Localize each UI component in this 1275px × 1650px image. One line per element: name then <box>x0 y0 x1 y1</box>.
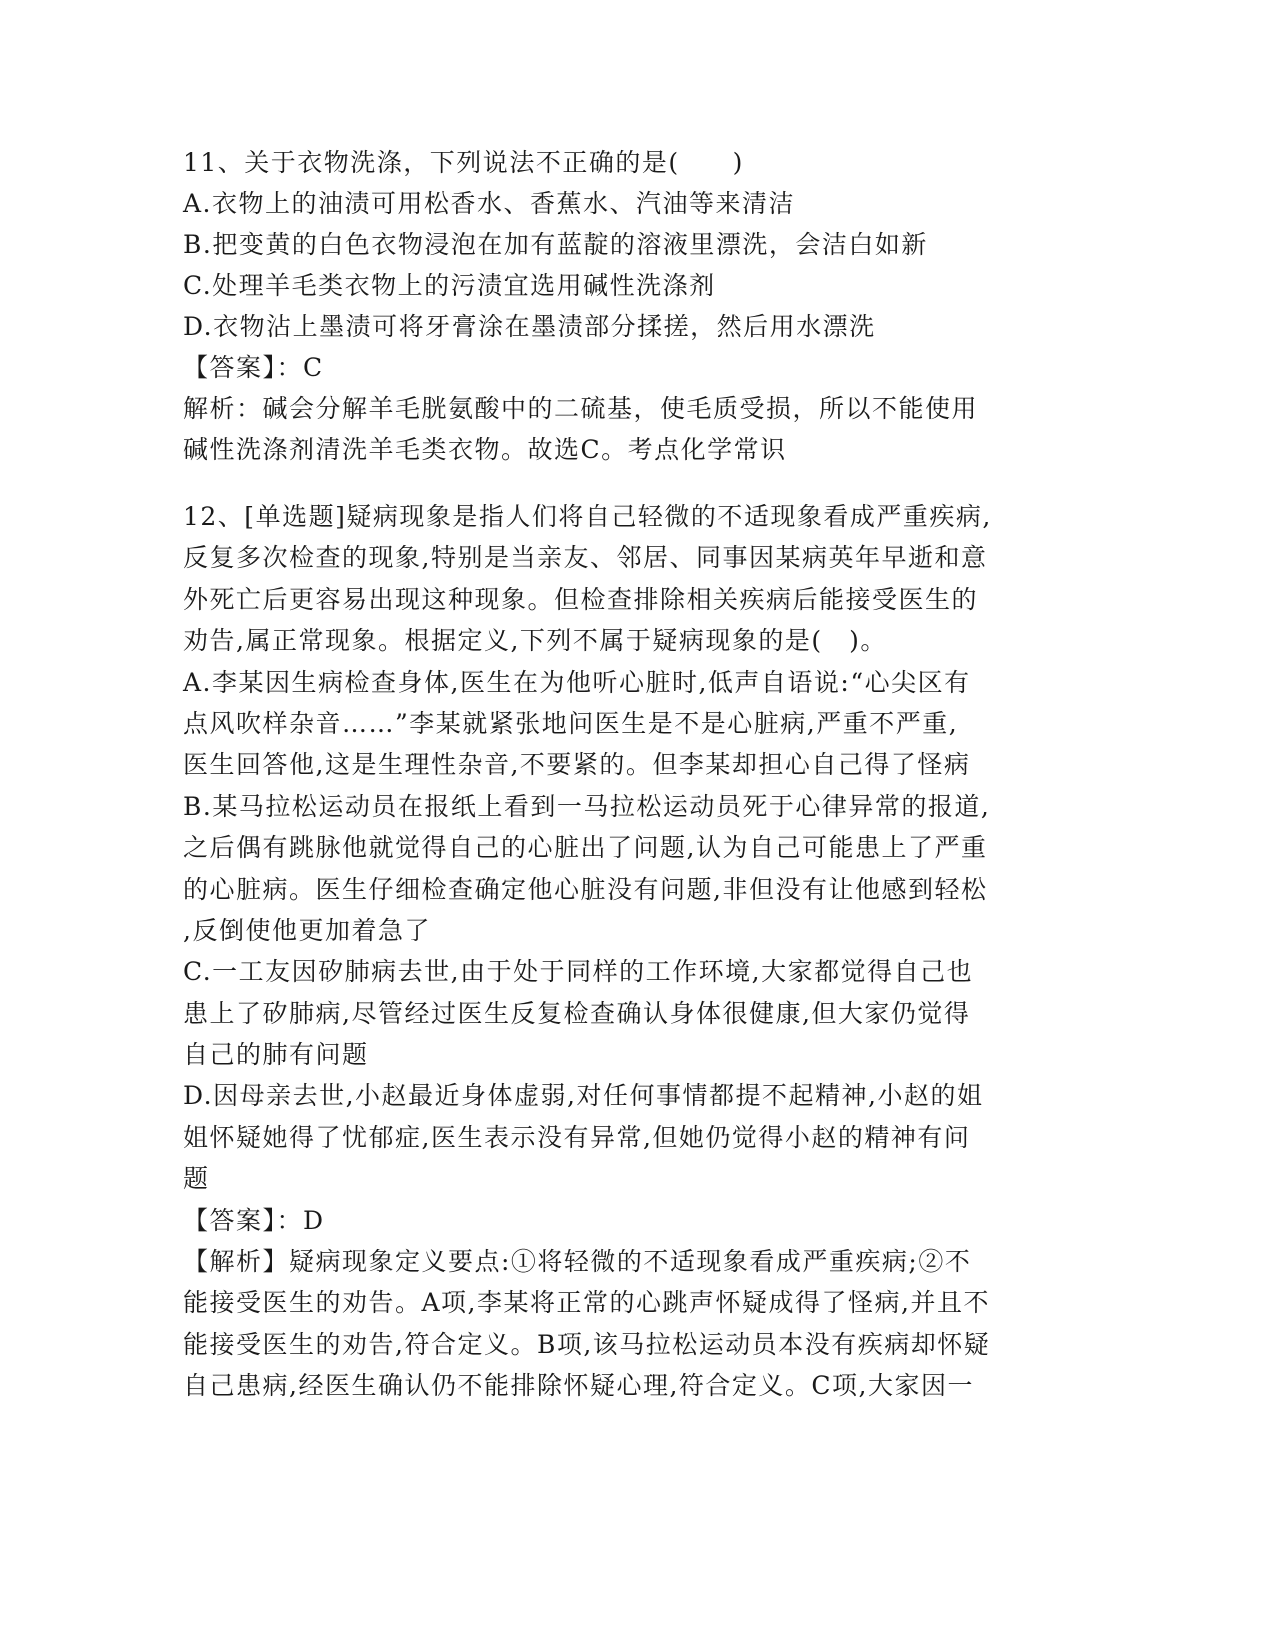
question-12-option-b-line: 的心脏病。医生仔细检查确定他心脏没有问题,非但没有让他感到轻松 <box>183 874 988 904</box>
question-11-stem: 11、关于衣物洗涤，下列说法不正确的是( ) <box>183 148 744 177</box>
question-12-option-d-line: 姐怀疑她得了忧郁症,医生表示没有异常,但她仍觉得小赵的精神有问 <box>183 1122 971 1152</box>
question-12-option-b-line: 之后偶有跳脉他就觉得自己的心脏出了问题,认为自己可能患上了严重 <box>183 833 988 863</box>
question-12-explanation-line: 自己患病,经医生确认仍不能排除怀疑心理,符合定义。C项,大家因一 <box>183 1371 974 1401</box>
question-12-stem-line: 反复多次检查的现象,特别是当亲友、邻居、同事因某病英年早逝和意 <box>183 543 988 573</box>
question-12-option-d-line: D.因母亲去世,小赵最近身体虚弱,对任何事情都提不起精神,小赵的姐 <box>183 1081 984 1111</box>
question-12-option-b-line: ,反倒使他更加着急了 <box>183 915 431 945</box>
question-12-option-c-line: C.一工友因矽肺病去世,由于处于同样的工作环境,大家都觉得自己也 <box>183 957 974 987</box>
question-11 <box>183 142 1043 470</box>
question-12-explanation-line: 能接受医生的劝告,符合定义。B项,该马拉松运动员本没有疾病却怀疑 <box>183 1329 991 1359</box>
question-11-explanation-line: 碱性洗涤剂清洗羊毛类衣物。故选C。考点化学常识 <box>183 435 787 464</box>
question-11-option-c: C.处理羊毛类衣物上的污渍宜选用碱性洗涤剂 <box>183 271 716 300</box>
question-12-option-b-line: B.某马拉松运动员在报纸上看到一马拉松运动员死于心律异常的报道, <box>183 791 991 821</box>
question-12-option-a-line: 医生回答他,这是生理性杂音,不要紧的。但李某却担心自己得了怪病 <box>183 750 971 780</box>
question-11-option-d: D.衣物沾上墨渍可将牙膏涂在墨渍部分揉搓，然后用水漂洗 <box>183 312 876 341</box>
question-12-stem-line: 外死亡后更容易出现这种现象。但检查排除相关疾病后能接受医生的 <box>183 584 979 614</box>
question-11-answer: 【答案】：C <box>183 353 324 382</box>
question-11-explanation-line: 解析：碱会分解羊毛胱氨酸中的二硫基，使毛质受损，所以不能使用 <box>183 394 979 423</box>
document-page <box>183 142 1043 1407</box>
question-12-explanation-line: 能接受医生的劝告。A项,李某将正常的心跳声怀疑成得了怪病,并且不 <box>183 1288 990 1318</box>
question-12-option-d-line: 题 <box>183 1164 210 1194</box>
question-11-option-a: A.衣物上的油渍可用松香水、香蕉水、汽油等来清洁 <box>183 189 796 218</box>
question-12-explanation-line: 【解析】疑病现象定义要点:①将轻微的不适现象看成严重疾病;②不 <box>183 1247 972 1277</box>
question-12-option-c-line: 自己的肺有问题 <box>183 1040 369 1070</box>
question-12-answer: 【答案】：D <box>183 1205 325 1235</box>
question-12-stem-line: 12、[单选题]疑病现象是指人们将自己轻微的不适现象看成严重疾病, <box>183 502 992 531</box>
question-12 <box>183 496 1043 1407</box>
question-12-option-a-line: 点风吹样杂音……”李某就紧张地问医生是不是心脏病,严重不严重, <box>183 708 959 738</box>
question-12-stem-line: 劝告,属正常现象。根据定义,下列不属于疑病现象的是( )。 <box>183 626 887 656</box>
question-11-option-b: B.把变黄的白色衣物浸泡在加有蓝靛的溶液里漂洗，会洁白如新 <box>183 230 928 259</box>
question-12-option-a-line: A.李某因生病检查身体,医生在为他听心脏时,低声自语说:“心尖区有 <box>183 667 971 697</box>
question-12-option-c-line: 患上了矽肺病,尽管经过医生反复检查确认身体很健康,但大家仍觉得 <box>183 998 971 1028</box>
